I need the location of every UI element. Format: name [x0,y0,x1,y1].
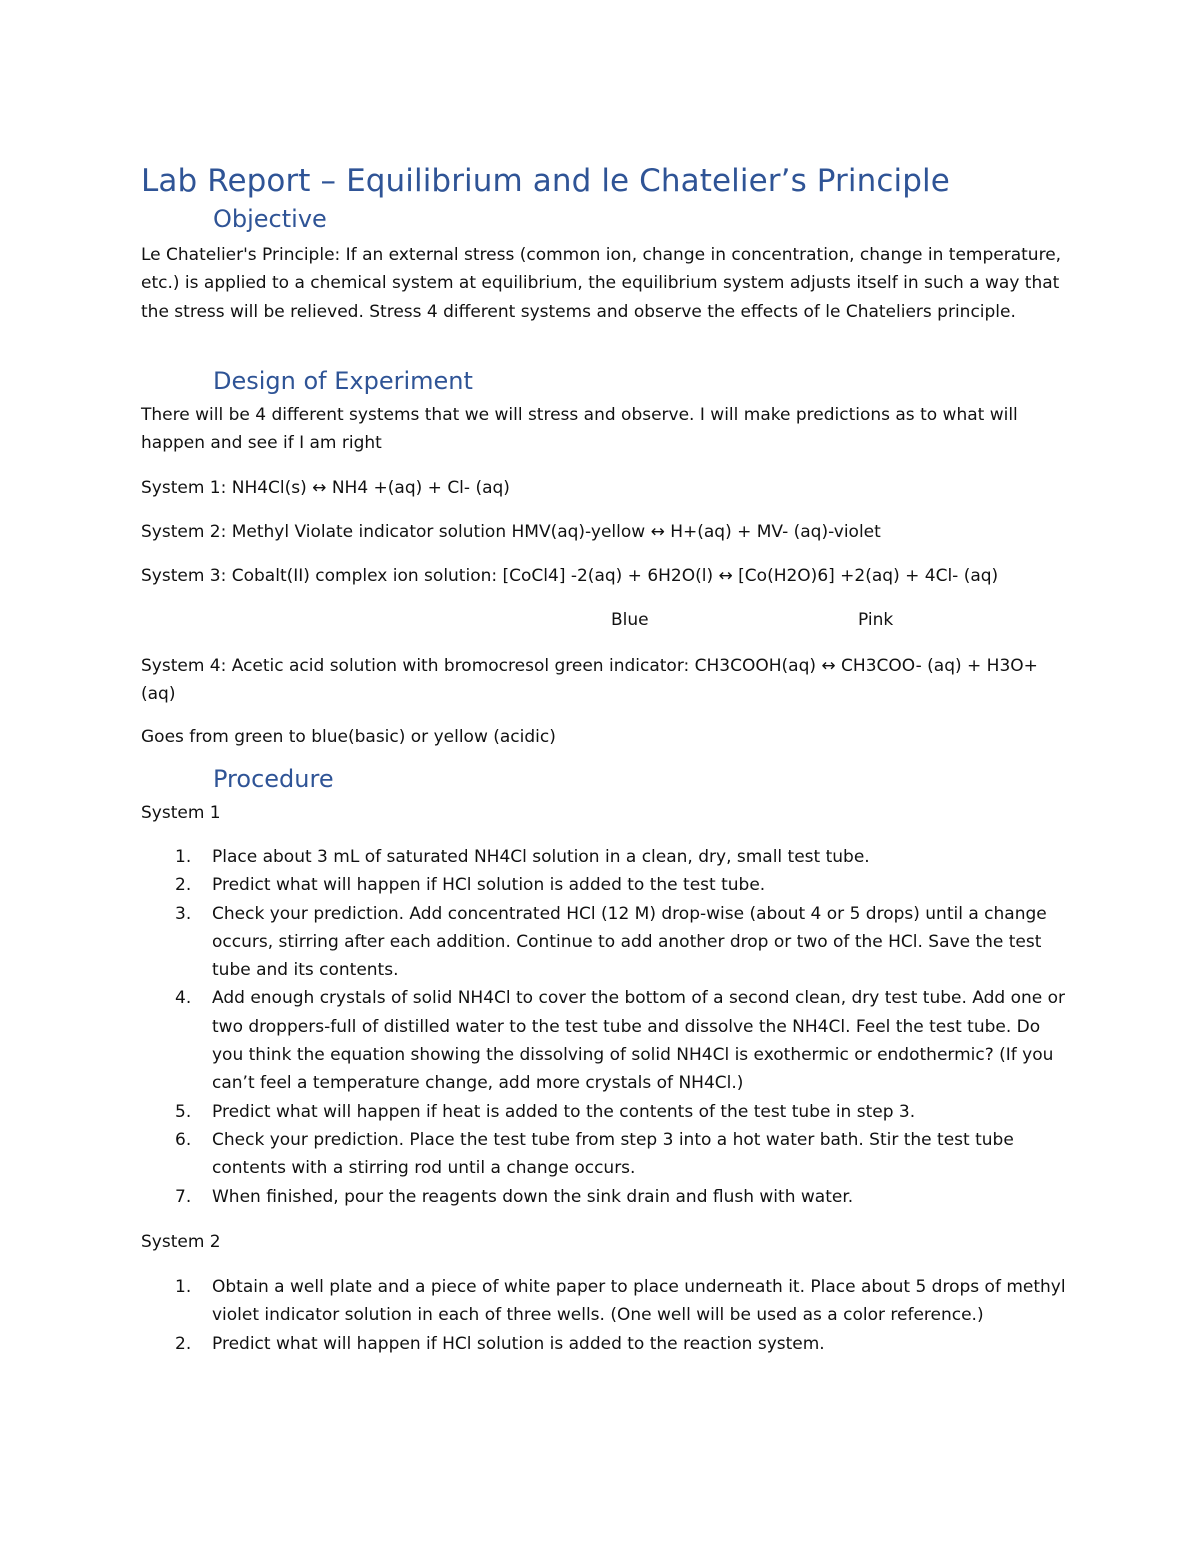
procedure-heading: Procedure [213,765,334,793]
step-text: When finished, pour the reagents down the sink drain and flush with water. [212,1186,854,1207]
list-item [141,1273,1066,1330]
system3-left-color: Blue [611,610,649,630]
list-item [141,1330,1066,1358]
step-text: Add enough crystals of solid NH4Cl to cover the bottom of a second clean, dry test tube. Add one or two droppers-full of distilled water to the test tube and dissolve the NH4Cl. Feel the test tube. Do you think the equation showing the dissolving of solid NH4Cl is exothermic or endothermic? (If you can’t feel a temperature change, add more crystals of NH4Cl.) [212,988,1066,1094]
system3-equation: System 3: Cobalt(II) complex ion solution: [CoCl4] -2(aq) + 6H2O(l) ↔ [Co(H2O)6] +2(aq) + 4Cl- (aq) [141,566,999,586]
step-number: 2. [175,875,192,896]
system2-steps [141,1273,1066,1358]
step-number: 3. [175,903,192,924]
step-number: 4. [175,988,192,1009]
list-item [141,984,1066,1097]
system1-equation: System 1: NH4Cl(s) ↔ NH4 +(aq) + Cl- (aq) [141,478,510,498]
step-text: Predict what will happen if heat is added to the contents of the test tube in step 3. [212,1101,916,1122]
step-number: 7. [175,1186,192,1207]
step-number: 5. [175,1101,192,1122]
system2-equation: System 2: Methyl Violate indicator solution HMV(aq)-yellow ↔ H+(aq) + MV- (aq)-violet [141,522,881,542]
list-item [141,871,1066,899]
objective-text: Le Chatelier's Principle: If an external stress (common ion, change in concentration, change in temperature, etc.) is applied to a chemical system at equilibrium, the equilibrium system adjusts itself in such a way that the stress will be relieved. Stress 4 different systems and observe the effects of le Chateliers principle. [141,245,1062,322]
design-heading: Design of Experiment [213,367,473,395]
list-item [141,1126,1066,1183]
procedure-system1-label: System 1 [141,803,221,823]
design-intro: There will be 4 different systems that we will stress and observe. I will make predictions as to what will happen and see if I am right [141,405,1018,454]
system3-right-color: Pink [858,610,894,630]
objective-heading: Objective [213,205,327,233]
step-text: Check your prediction. Add concentrated HCl (12 M) drop-wise (about 4 or 5 drops) until a change occurs, stirring after each addition. Continue to add another drop or two of the HCl. Save the test tube and its contents. [212,903,1047,981]
procedure-system2-label: System 2 [141,1232,221,1252]
system1-steps [141,843,1066,1211]
step-text: Check your prediction. Place the test tube from step 3 into a hot water bath. Stir the test tube contents with a stirring rod until a change occurs. [212,1129,1014,1179]
step-text: Place about 3 mL of saturated NH4Cl solution in a clean, dry, small test tube. [212,847,870,867]
step-number: 1. [175,847,192,867]
list-item [141,1183,1066,1211]
list-item [141,900,1066,985]
step-text: Predict what will happen if HCl solution is added to the reaction system. [212,1333,825,1354]
system4-equation: System 4: Acetic acid solution with bromocresol green indicator: CH3COOH(aq) ↔ CH3COO- (aq) + H3O+(aq) [141,656,1038,705]
step-text: Predict what will happen if HCl solution is added to the test tube. [212,875,766,896]
step-number: 1. [175,1277,192,1297]
system4-note: Goes from green to blue(basic) or yellow (acidic) [141,727,556,747]
list-item [141,1098,1066,1126]
step-text: Obtain a well plate and a piece of white paper to place underneath it. Place about 5 drops of methyl violet indicator solution in each of three wells. (One well will be used as a color reference.) [212,1277,1066,1326]
step-number: 6. [175,1129,192,1150]
list-item [141,843,1066,871]
step-number: 2. [175,1333,192,1354]
document-title: Lab Report – Equilibrium and le Chatelier’s Principle [141,163,950,199]
